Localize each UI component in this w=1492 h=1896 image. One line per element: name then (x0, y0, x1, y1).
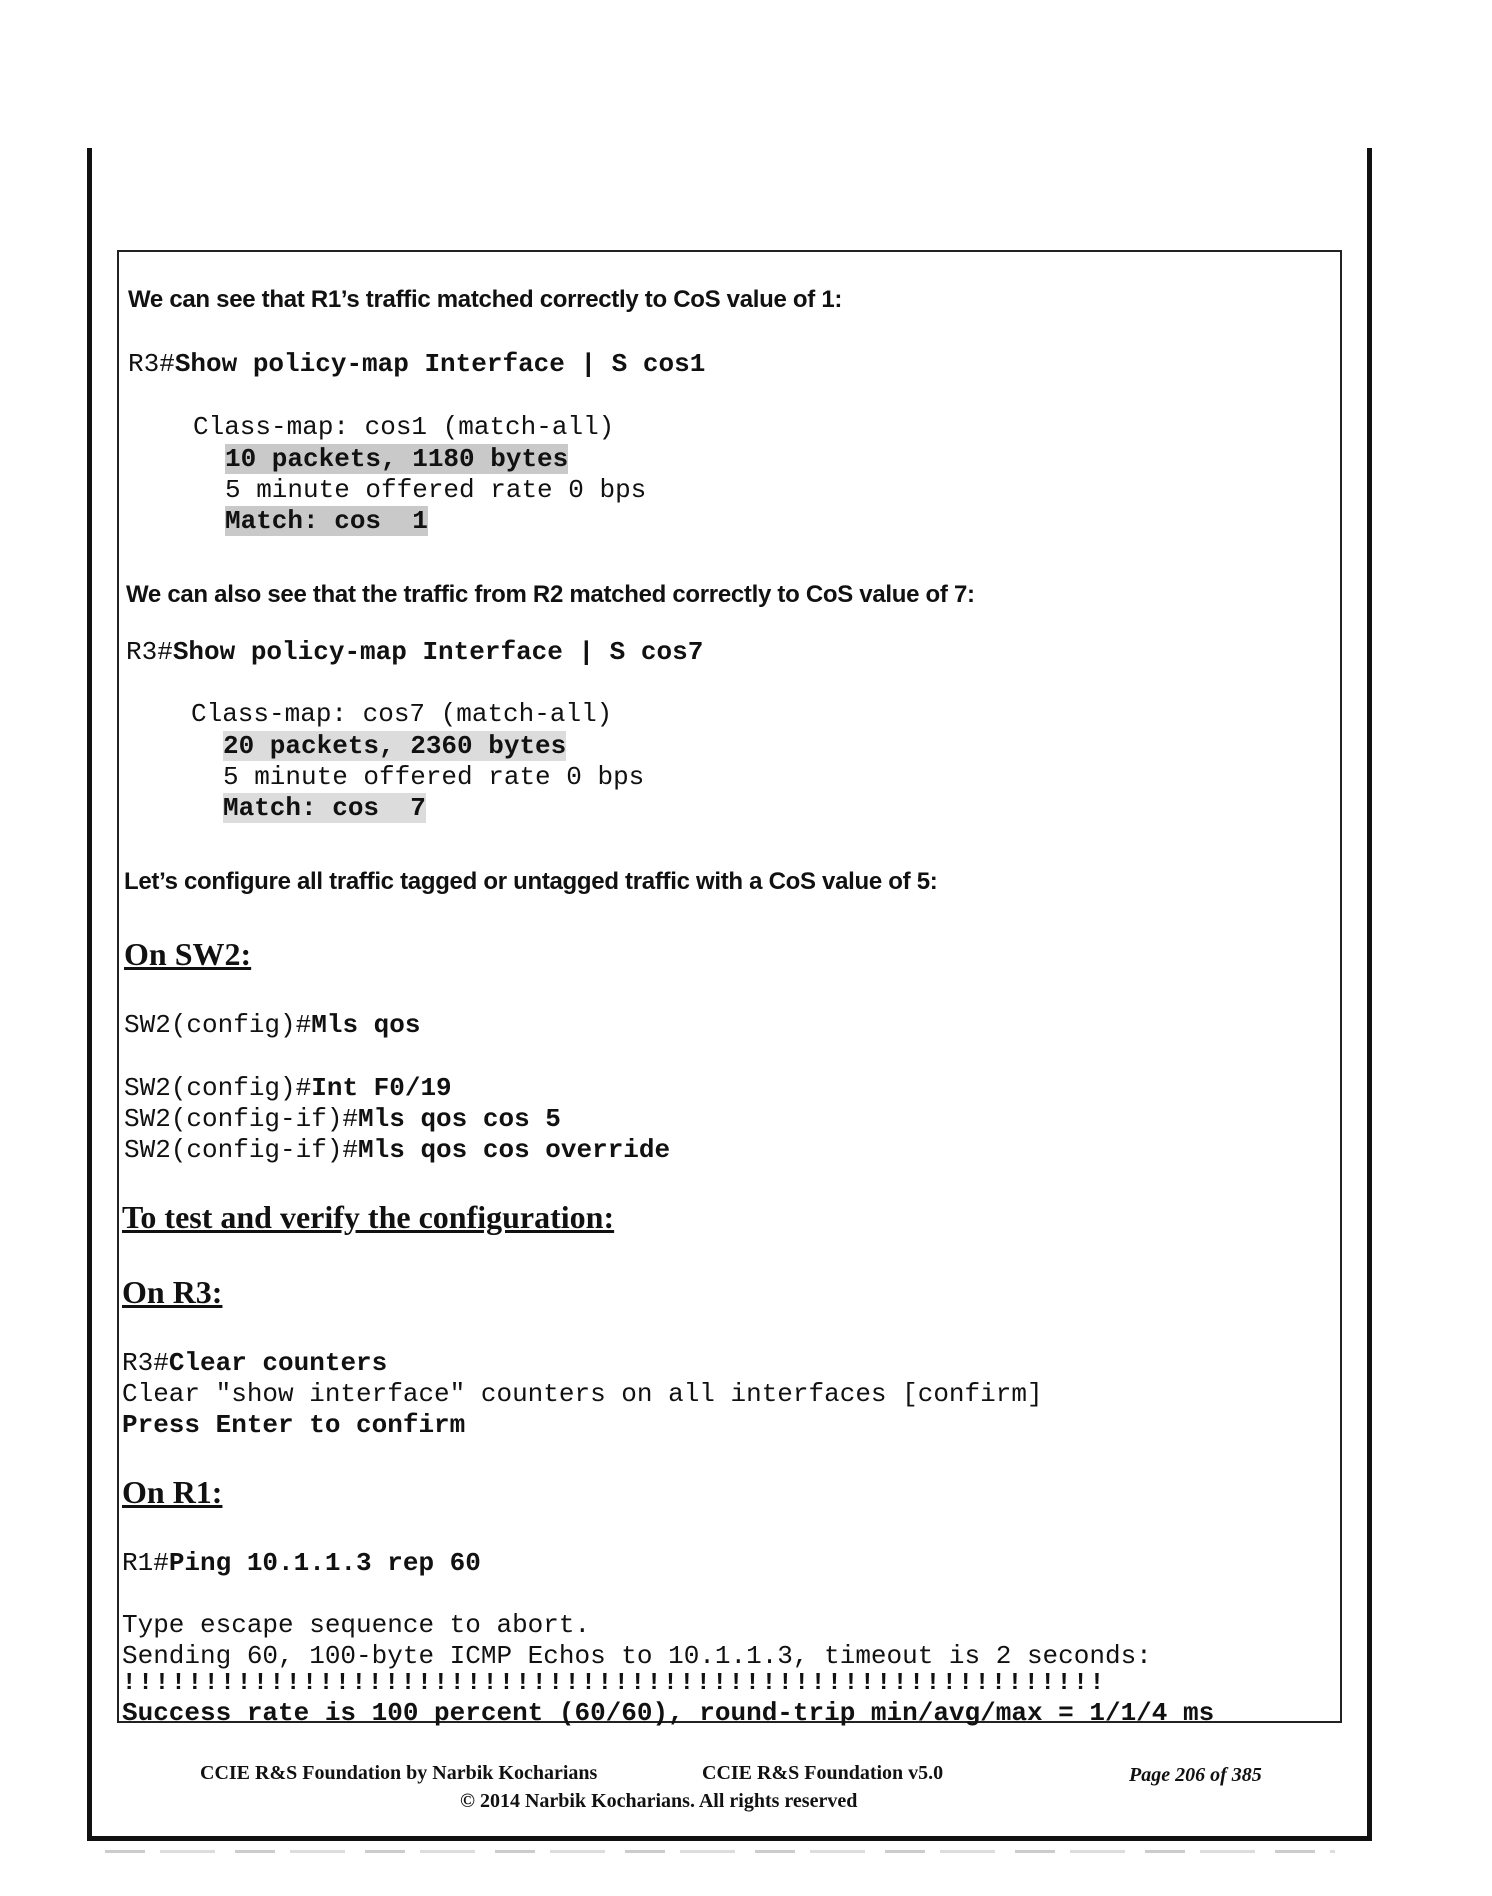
section1-packets: 10 packets, 1180 bytes (225, 444, 569, 474)
cli-command: Show policy-map Interface | S cos1 (174, 349, 706, 379)
section2-intro: We can also see that the traffic from R2 matched correctly to CoS value of 7: (126, 581, 975, 608)
heading-test-verify: To test and verify the configuration: (122, 1199, 615, 1235)
content-box (117, 250, 1342, 1728)
ping-output-1: Type escape sequence to abort. (122, 1610, 591, 1640)
footer-center: CCIE R&S Foundation v5.0 (702, 1762, 944, 1784)
sw2-line-3: SW2(config-if)#Mls qos cos 5 (124, 1104, 561, 1134)
section2-class-map: Class-map: cos7 (match-all) (191, 699, 613, 729)
cli-command: Show policy-map Interface | S cos7 (172, 637, 704, 667)
section1-intro: We can see that R1’s traffic matched correctly to CoS value of 1: (128, 286, 843, 313)
heading-on-r1: On R1: (122, 1474, 223, 1510)
r3-clear-command: R3#Clear counters (122, 1348, 388, 1378)
sw2-line-1: SW2(config)#Mls qos (124, 1010, 421, 1040)
scan-artifact (105, 1850, 1335, 1853)
page-frame-left (87, 148, 92, 1841)
section2-command (126, 637, 703, 668)
heading-on-r3: On R3: (122, 1274, 223, 1310)
cli-prompt: R3# (128, 349, 175, 379)
section1-command (128, 349, 705, 380)
section3-intro: Let’s configure all traffic tagged or untagged traffic with a CoS value of 5: (124, 868, 938, 895)
section1-match: Match: cos 1 (225, 506, 428, 536)
section1-class-map: Class-map: cos1 (match-all) (193, 412, 615, 442)
r1-ping-command: R1#Ping 10.1.1.3 rep 60 (122, 1548, 481, 1578)
ping-output-4: Success rate is 100 percent (60/60), round-trip min/avg/max = 1/1/4 ms (122, 1698, 1215, 1728)
footer-page-number: Page 206 of 385 (1129, 1764, 1262, 1786)
sw2-line-4: SW2(config-if)#Mls qos cos override (124, 1135, 671, 1165)
cli-prompt: R3# (126, 637, 173, 667)
sw2-line-2: SW2(config)#Int F0/19 (124, 1073, 452, 1103)
heading-on-sw2: On SW2: (124, 936, 252, 972)
page-frame-bottom (87, 1836, 1372, 1841)
ping-output-3: !!!!!!!!!!!!!!!!!!!!!!!!!!!!!!!!!!!!!!!!!!!!!!!!!!!!!!!!!!!! (122, 1670, 1107, 1697)
ping-output-2: Sending 60, 100-byte ICMP Echos to 10.1.1.3, timeout is 2 seconds: (122, 1641, 1152, 1671)
r3-clear-output: Clear "show interface" counters on all interfaces [confirm] (122, 1379, 1043, 1409)
section2-packets: 20 packets, 2360 bytes (223, 731, 567, 761)
r3-clear-note: Press Enter to confirm (122, 1410, 466, 1440)
section2-match: Match: cos 7 (223, 793, 426, 823)
section2-rate: 5 minute offered rate 0 bps (223, 762, 645, 792)
footer-left: CCIE R&S Foundation by Narbik Kocharians (200, 1762, 598, 1784)
footer-copyright: © 2014 Narbik Kocharians. All rights reserved (460, 1790, 858, 1812)
page-frame-right (1367, 148, 1372, 1841)
section1-rate: 5 minute offered rate 0 bps (225, 475, 647, 505)
